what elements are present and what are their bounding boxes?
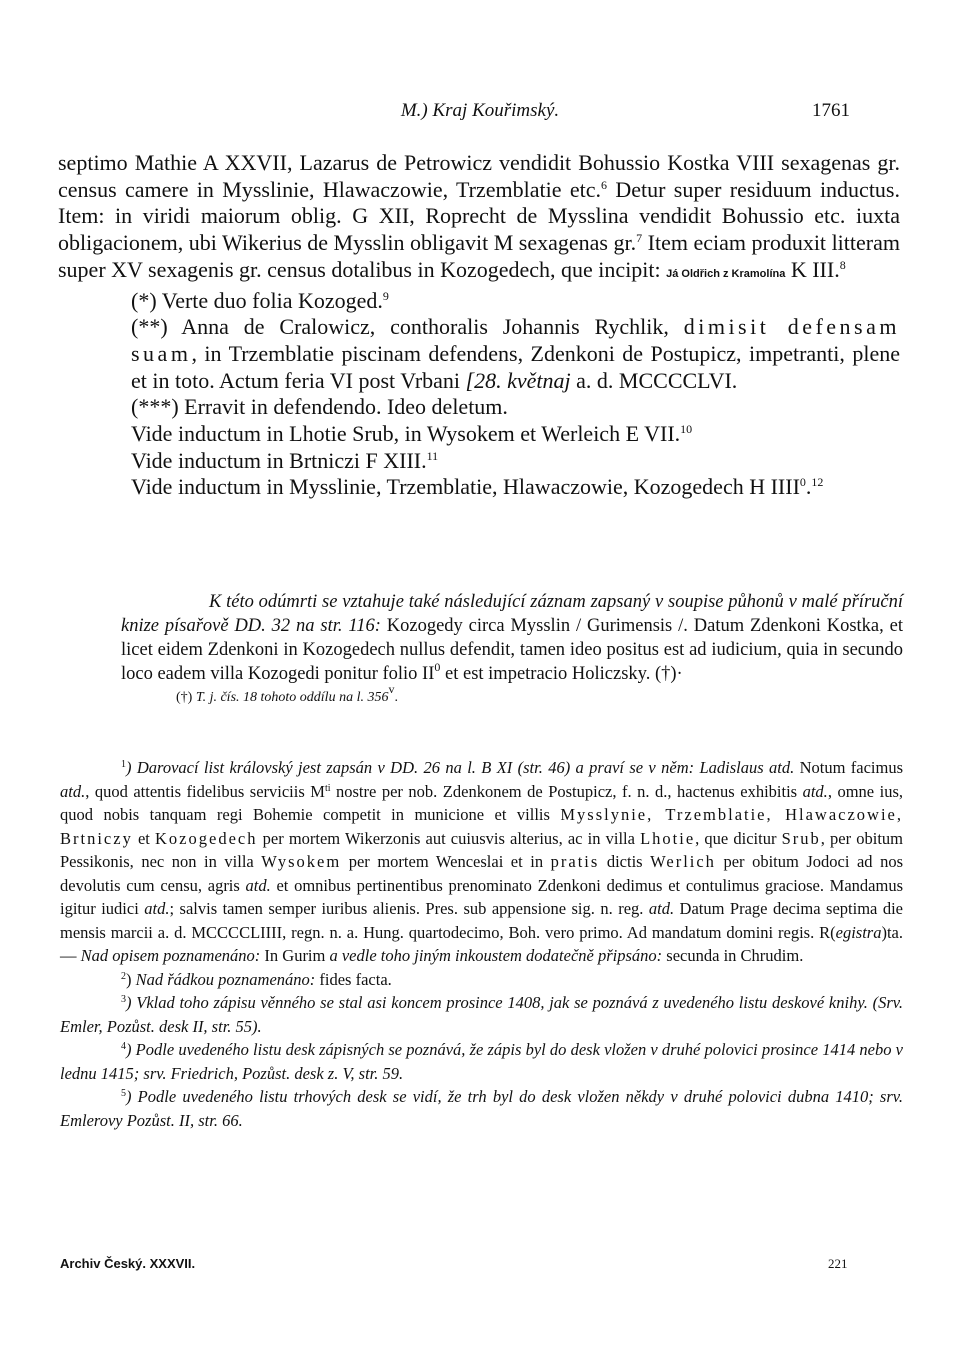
paragraph-record: septimo Mathie A XXVII, Lazarus de Petrowicz vendidit Bohussio Kostka VIII sexagenas gr. census camere in Mysslinie, Hlawaczowie, Trzemblatie etc.$^6$ Detur super residuum inductus. Item: in viridi maiorum oblig. G XII, Roprecht de Mysslina vendidit Bohussio etc. iuxta obligacionem, ubi Wikerius de Mysslin obligavit M sexagenas gr.$^7$ Item eciam produxit litteram super XV sexagenis gr. census dotalibus in Kozogedech, que incipit: Já Oldřich z Kramolína K III.$^8$ bbox=[58, 150, 900, 282]
running-title: M.) Kraj Kouřimský. bbox=[400, 100, 560, 121]
main-text bbox=[58, 150, 900, 501]
inset-note bbox=[121, 590, 903, 710]
paragraph-vide-1: Vide inductum in Lhotie Srub, in Wysokem et Werleich E VII.$^{10}$ bbox=[131, 421, 693, 447]
footnotes bbox=[60, 756, 903, 1132]
paragraph-verte: (*) Verte duo folia Kozoged.$^9$ bbox=[131, 287, 389, 313]
footnote-2: $^2$) Nad řádkou poznamenáno: fides facta. bbox=[121, 969, 392, 989]
footnote-1: $^1$) Darovací list královský jest zapsán v DD. 26 na l. B XI (str. 46) a praví se v něm: Ladislaus atd. Notum facimus atd., quod attentis fidelibus serviciis $M^{ti}$ nostre per nob. Zdenkonem de Postupicz, f. n. d., hactenus exhibitis atd., omne ius, quod nobis tanquam regi Bohemie competit in municione et villis Mysslynie, Trzemblatie, Hlawaczowie, Brtniczy et Kozogedech per mortem Wikerzonis aut cuiusvis alterius, ac in villa Lhotie, que dicitur Srub, per obitum Pessikonis, nec non in villa Wysokem per mortem Wenceslai et in pratis dictis Werlich per obitum Jodoci ad nos devolutis cum censu, agris atd. et omnibus pertinentibus prenominato Zdenkoni dedimus et contulimus graciose. Mandamus igitur iudici atd.; salvis tamen semper iuribus alienis. Pres. sub appensione sig. n. reg. atd. Datum Prage decima septima die mensis marcii a. d. MCCCCLIIII, regn. n. a. Hung. quartodecimo, Boh. vero primo. Ad mandatum domini regis. R(egistra)ta. — Nad opisem poznamenáno: In Gurim a vedle toho jiným inkoustem dodatečně připsáno: secunda in Chrudim. bbox=[60, 758, 903, 965]
inset-dagger-note: (†) T. j. čís. 18 tohoto oddílu na l. 356$^v$. bbox=[176, 682, 398, 705]
inset-paragraph: K této odúmrti se vztahuje také následující záznam zapsaný v soupise půhonů v malé příruční knize písařově DD. 32 na str. 116: Kozogedy circa Mysslin / Gurimensis /. Datum Zdenkoni Kostka, et licet eidem Zdenkoni in Kozogedech nullus defendit, tamen ideo positus est ad iudicium, quia in secundo loco eadem villa Kozogedi ponitur folio $II^0$ et est impetracio Holiczsky. (†)· bbox=[121, 592, 903, 684]
paragraph-anna: (**) Anna de Cralowicz, conthoralis Johannis Rychlik, dimisit defensam suam, in Trzemblatie piscinam defendens, Zdenkoni de Postupicz, impetranti, plene et in toto. Actum feria VI post Vrbani [28. květnaj a. d. MCCCCLVI. bbox=[131, 314, 900, 393]
page-number: 1761 bbox=[812, 100, 850, 121]
paragraph-erravit: (***) Erravit in defendendo. Ideo deletum. bbox=[131, 394, 508, 420]
footnote-3: $^3$) Vklad toho zápisu věnného se stal asi koncem prosince 1408, jak se poznává z uvedeného listu deskové knihy. (Srv. Emler, Pozůst. desk II, str. 55). bbox=[60, 993, 903, 1036]
paragraph-vide-2: Vide inductum in Brtniczi F XIII.$^{11}$ bbox=[131, 447, 439, 473]
footer-page-number: 221 bbox=[828, 1256, 848, 1271]
paragraph-vide-3: Vide inductum in Mysslinie, Trzemblatie, Hlawaczowie, Kozogedech H IIII$^0$.$^{12}$ bbox=[131, 474, 824, 500]
footer-journal: Archiv Český. XXXVII. bbox=[60, 1256, 196, 1271]
footnote-5: $^5$) Podle uvedeného listu trhových desk se vidí, že trh byl do desk vložen někdy v druhé polovici dubna 1410; srv. Emlerovy Pozůst. II, str. 66. bbox=[60, 1087, 903, 1130]
footnote-4: $^4$) Podle uvedeného listu desk zápisných se poznává, že zápis byl do desk vložen v druhé polovici prosince 1414 nebo v lednu 1415; srv. Friedrich, Pozůst. desk z. V, str. 59. bbox=[60, 1040, 903, 1083]
